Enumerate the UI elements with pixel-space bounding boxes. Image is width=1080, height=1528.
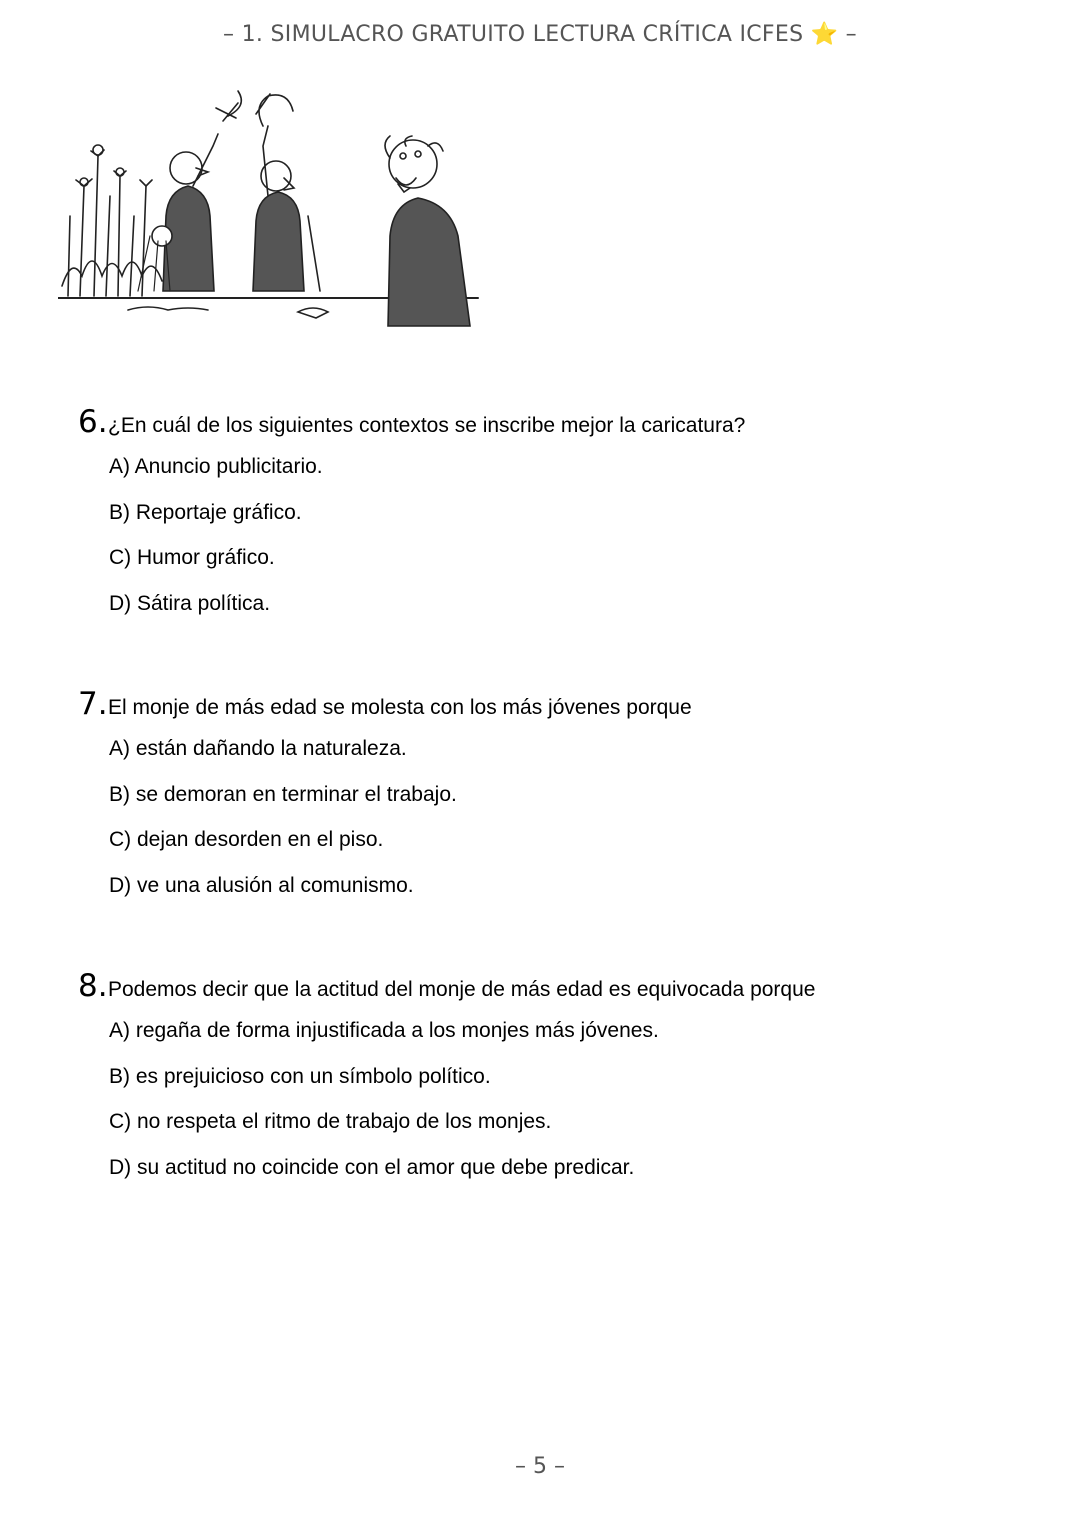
option-c[interactable]: C) no respeta el ritmo de trabajo de los monjes. <box>109 1110 552 1133</box>
option-b[interactable]: B) Reportaje gráfico. <box>109 500 302 524</box>
option-d[interactable]: D) ve una alusión al comunismo. <box>109 873 414 897</box>
header-title: – 1. SIMULACRO GRATUITO LECTURA CRÍTICA ICFES <box>223 22 804 47</box>
option-c[interactable]: C) dejan desorden en el piso. <box>109 828 384 851</box>
star-icon: ⭐ <box>810 22 839 47</box>
question-text: Podemos decir que la actitud del monje de más edad es equivocada porque <box>108 978 816 1001</box>
option-b[interactable]: B) es prejuicioso con un símbolo político. <box>109 1064 491 1088</box>
option-a[interactable]: A) regaña de forma injustificada a los monjes más jóvenes. <box>109 1019 659 1042</box>
question-number: 6. <box>78 404 108 440</box>
page-number: – 5 – <box>515 1454 565 1479</box>
question-7 <box>78 686 1038 908</box>
option-d[interactable]: D) su actitud no coincide con el amor que debe predicar. <box>109 1155 635 1179</box>
option-b[interactable]: B) se demoran en terminar el trabajo. <box>109 782 457 806</box>
option-d[interactable]: D) Sátira política. <box>109 591 271 615</box>
question-number: 8. <box>78 968 108 1004</box>
option-a[interactable]: A) Anuncio publicitario. <box>109 455 323 478</box>
question-8 <box>78 968 1038 1190</box>
question-6 <box>78 404 1038 626</box>
monks-cartoon-illustration <box>58 86 488 328</box>
question-number: 7. <box>78 686 108 722</box>
question-text: ¿En cuál de los siguientes contextos se inscribe mejor la caricatura? <box>108 414 746 437</box>
option-c[interactable]: C) Humor gráfico. <box>109 546 275 569</box>
page-header <box>0 22 1080 47</box>
question-text: El monje de más edad se molesta con los más jóvenes porque <box>108 696 692 719</box>
header-trail: – <box>845 22 857 47</box>
option-a[interactable]: A) están dañando la naturaleza. <box>109 737 407 760</box>
